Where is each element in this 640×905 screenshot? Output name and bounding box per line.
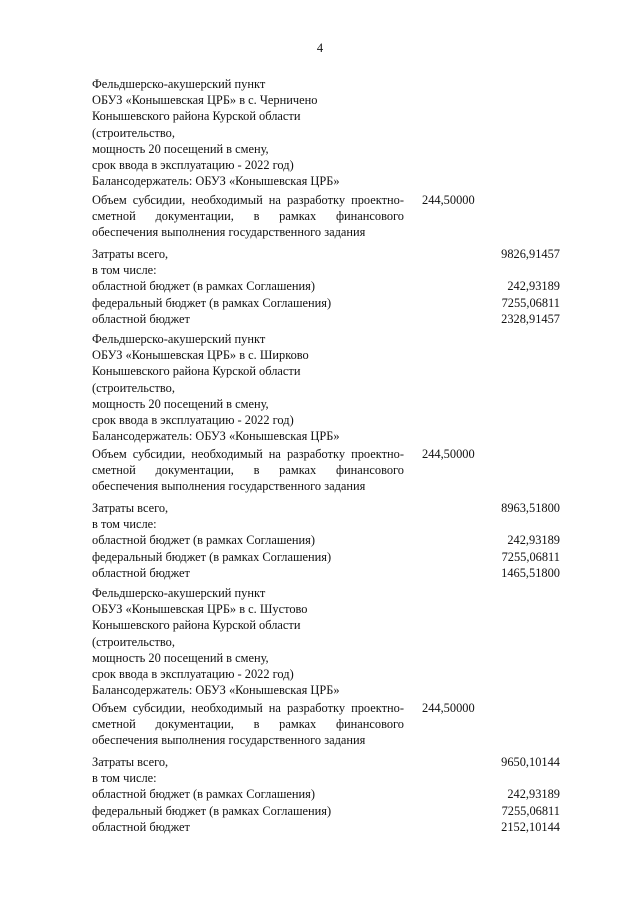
facility-name-line: Фельдшерско-акушерский пункт	[92, 586, 266, 600]
facility-name-line: ОБУЗ «Конышевская ЦРБ» в с. Черничено	[92, 93, 318, 108]
cost-label: федеральный бюджет (в рамках Соглашения)	[92, 295, 332, 310]
cost-label: в том числе:	[92, 263, 157, 278]
cost-label: областной бюджет	[92, 311, 190, 326]
facility-name-line: Балансодержатель: ОБУЗ «Конышевская ЦРБ»	[92, 174, 340, 189]
subsidy-value: 244,50000	[422, 193, 475, 207]
cost-value: 9650,10144	[501, 755, 560, 769]
facility-name-line: (строительство,	[92, 380, 175, 395]
cost-value: 242,93189	[507, 533, 560, 548]
cost-value: 7255,06811	[501, 549, 560, 564]
cost-row	[92, 262, 564, 278]
subsidy-line: обеспечения выполнения государственного задания	[92, 479, 366, 494]
cost-label: областной бюджет (в рамках Соглашения)	[92, 533, 315, 548]
cost-row	[92, 819, 564, 835]
facility-name-block	[92, 76, 564, 189]
facility-name-block	[92, 585, 564, 698]
cost-row	[92, 516, 564, 532]
page-number: 4	[316, 41, 324, 55]
facility-name-line: мощность 20 посещений в смену,	[92, 650, 269, 665]
facility-name-line: срок ввода в эксплуатацию - 2022 год)	[92, 413, 294, 428]
cost-row	[92, 500, 564, 516]
cost-label: федеральный бюджет (в рамках Соглашения)	[92, 803, 332, 818]
cost-row	[92, 246, 564, 262]
facility-name-line: срок ввода в эксплуатацию - 2022 год)	[92, 158, 294, 173]
facility-name-line: мощность 20 посещений в смену,	[92, 141, 269, 156]
subsidy-description	[92, 192, 404, 241]
facility-name-line: мощность 20 посещений в смену,	[92, 396, 269, 411]
cost-row	[92, 565, 564, 581]
subsidy-block	[92, 192, 564, 241]
subsidy-line: Объем субсидии, необходимый на разработку проектно-	[92, 193, 404, 207]
cost-label: областной бюджет	[92, 565, 190, 580]
costs-block	[92, 500, 564, 581]
cost-row	[92, 770, 564, 786]
subsidy-line: Объем субсидии, необходимый на разработку проектно-	[92, 447, 404, 461]
subsidy-line: сметной документации, в рамках финансового	[92, 717, 404, 732]
subsidy-value: 244,50000	[422, 447, 475, 461]
subsidy-line: Объем субсидии, необходимый на разработку проектно-	[92, 701, 404, 715]
cost-row	[92, 278, 564, 294]
costs-block	[92, 246, 564, 327]
cost-label: в том числе:	[92, 517, 157, 532]
facility-name-line: ОБУЗ «Конышевская ЦРБ» в с. Шустово	[92, 602, 308, 617]
facility-name-line: Конышевского района Курской области	[92, 618, 301, 633]
cost-row	[92, 754, 564, 770]
cost-value: 7255,06811	[501, 803, 560, 818]
facility-name-line: (строительство,	[92, 634, 175, 649]
facility-name-line: ОБУЗ «Конышевская ЦРБ» в с. Ширково	[92, 348, 309, 363]
cost-label: областной бюджет	[92, 819, 190, 834]
cost-label: в том числе:	[92, 771, 157, 786]
cost-value: 7255,06811	[501, 295, 560, 310]
facility-name-line: Фельдшерско-акушерский пункт	[92, 332, 266, 346]
facility-name-line: срок ввода в эксплуатацию - 2022 год)	[92, 667, 294, 682]
cost-value: 242,93189	[507, 787, 560, 802]
cost-row	[92, 295, 564, 311]
cost-row	[92, 311, 564, 327]
cost-value: 8963,51800	[501, 501, 560, 515]
cost-label: федеральный бюджет (в рамках Соглашения)	[92, 549, 332, 564]
subsidy-line: сметной документации, в рамках финансового	[92, 209, 404, 224]
subsidy-line: обеспечения выполнения государственного задания	[92, 225, 366, 240]
facility-name-line: Конышевского района Курской области	[92, 109, 301, 124]
subsidy-block	[92, 446, 564, 495]
cost-value: 2152,10144	[501, 819, 560, 834]
subsidy-description	[92, 700, 404, 749]
subsidy-description	[92, 446, 404, 495]
facility-name-block	[92, 331, 564, 444]
cost-value: 242,93189	[507, 279, 560, 294]
cost-label: Затраты всего,	[92, 247, 169, 261]
facility-name-line: Балансодержатель: ОБУЗ «Конышевская ЦРБ»	[92, 683, 340, 698]
facility-name-line: Фельдшерско-акушерский пункт	[92, 77, 266, 91]
subsidy-value: 244,50000	[422, 701, 475, 715]
cost-row	[92, 549, 564, 565]
subsidy-block	[92, 700, 564, 749]
facility-name-line: (строительство,	[92, 125, 175, 140]
costs-block	[92, 754, 564, 835]
cost-row	[92, 786, 564, 802]
facility-name-line: Конышевского района Курской области	[92, 364, 301, 379]
subsidy-line: обеспечения выполнения государственного задания	[92, 733, 366, 748]
cost-value: 1465,51800	[501, 565, 560, 580]
facility-name-line: Балансодержатель: ОБУЗ «Конышевская ЦРБ»	[92, 429, 340, 444]
cost-label: областной бюджет (в рамках Соглашения)	[92, 279, 315, 294]
cost-label: Затраты всего,	[92, 501, 169, 515]
cost-label: Затраты всего,	[92, 755, 169, 769]
subsidy-line: сметной документации, в рамках финансового	[92, 463, 404, 478]
cost-label: областной бюджет (в рамках Соглашения)	[92, 787, 315, 802]
cost-row	[92, 803, 564, 819]
cost-value: 2328,91457	[501, 311, 560, 326]
cost-row	[92, 532, 564, 548]
cost-value: 9826,91457	[501, 247, 560, 261]
